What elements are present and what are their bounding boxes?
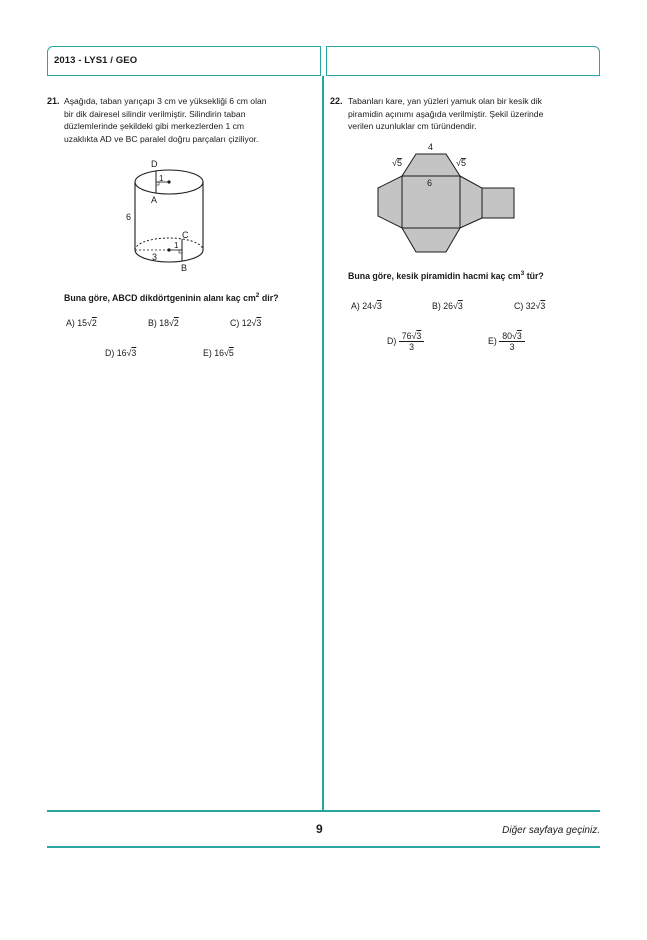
q22-option-d[interactable]: D) $\frac{76√3}{3}$	[387, 331, 424, 352]
cylinder-bottom-front	[135, 250, 203, 262]
net-face-left	[378, 176, 402, 228]
q22-option-e-fraction: $\frac{80√3}{3}$	[499, 331, 525, 352]
label-bot-dist: 1	[174, 241, 179, 250]
q22-text	[348, 95, 600, 133]
label-A: A	[151, 195, 158, 205]
q22-option-d-fraction: $\frac{76√3}{3}$	[399, 331, 425, 352]
q21-cylinder-figure	[118, 152, 228, 277]
label-C: C	[182, 230, 189, 240]
label-B: B	[181, 263, 188, 273]
q22-option-c[interactable]: C) 32√3	[514, 301, 546, 311]
exam-title: 2013 - LYS1 / GEO	[54, 55, 138, 66]
q21-option-e[interactable]: E) 16√5	[203, 348, 234, 358]
q21-option-b[interactable]: B) 18√2	[148, 318, 179, 328]
label-top-edge: 4	[428, 142, 434, 152]
q21-question: Buna göre, ABCD dikdörtgeninin alanı kaç $cm^2$ dir?	[64, 292, 279, 303]
label-mid-edge: 6	[427, 178, 433, 188]
label-right-slant: √5	[456, 158, 466, 168]
label-D: D	[151, 159, 158, 169]
top-center	[167, 180, 170, 183]
q22-option-e[interactable]: E) $\frac{80√3}{3}$	[488, 331, 525, 352]
q21-option-d[interactable]: D) 16√3	[105, 348, 137, 358]
q22-line: Tabanları kare, yan yüzleri yamuk olan bir kesik dik	[348, 96, 542, 106]
header-box-right	[326, 46, 600, 76]
q21-text	[64, 95, 314, 145]
header-box-left	[47, 46, 321, 76]
page-number: 9	[316, 822, 323, 836]
column-divider	[322, 76, 324, 810]
q22-line: verilen uzunluklar cm türündendir.	[348, 121, 477, 131]
label-left-slant: √5	[392, 158, 402, 168]
q22-option-a[interactable]: A) 24√3	[351, 301, 382, 311]
bottom-center	[167, 248, 170, 251]
q22-option-b[interactable]: B) 26√3	[432, 301, 463, 311]
footer-line-top	[47, 810, 600, 812]
q21-line: uzaklıkta AD ve BC paralel doğru parçaları çiziliyor.	[64, 133, 259, 144]
net-base-small	[482, 188, 514, 218]
cylinder-bottom-back	[135, 238, 203, 250]
q22-net-figure	[372, 140, 522, 260]
q21-option-c[interactable]: C) 12√3	[230, 318, 262, 328]
net-face-right	[460, 176, 482, 228]
q21-line: düzlemlerinde şekildeki gibi merkezlerden 1 cm	[64, 121, 245, 131]
q22-number: 22.	[330, 96, 343, 106]
q22-question: Buna göre, kesik piramidin hacmi kaç $cm^3$ tür?	[348, 270, 544, 281]
label-radius: 3	[152, 252, 158, 262]
label-top-dist: 1	[159, 174, 164, 183]
net-face-top	[402, 154, 460, 176]
next-page-note: Diğer sayfaya geçiniz.	[502, 825, 600, 836]
label-height: 6	[126, 212, 132, 222]
net-face-bottom	[402, 228, 460, 252]
q21-number: 21.	[47, 96, 60, 106]
q21-line: bir dik dairesel silindir verilmiştir. Silindirin taban	[64, 108, 246, 119]
footer-line-bottom	[47, 846, 600, 848]
q22-line: piramidin açınımı aşağıda verilmiştir. Şekil üzerinde	[348, 108, 544, 119]
q21-option-a[interactable]: A) 15√2	[66, 318, 97, 328]
q21-line: Aşağıda, taban yarıçapı 3 cm ve yüksekliği 6 cm olan	[64, 96, 267, 106]
